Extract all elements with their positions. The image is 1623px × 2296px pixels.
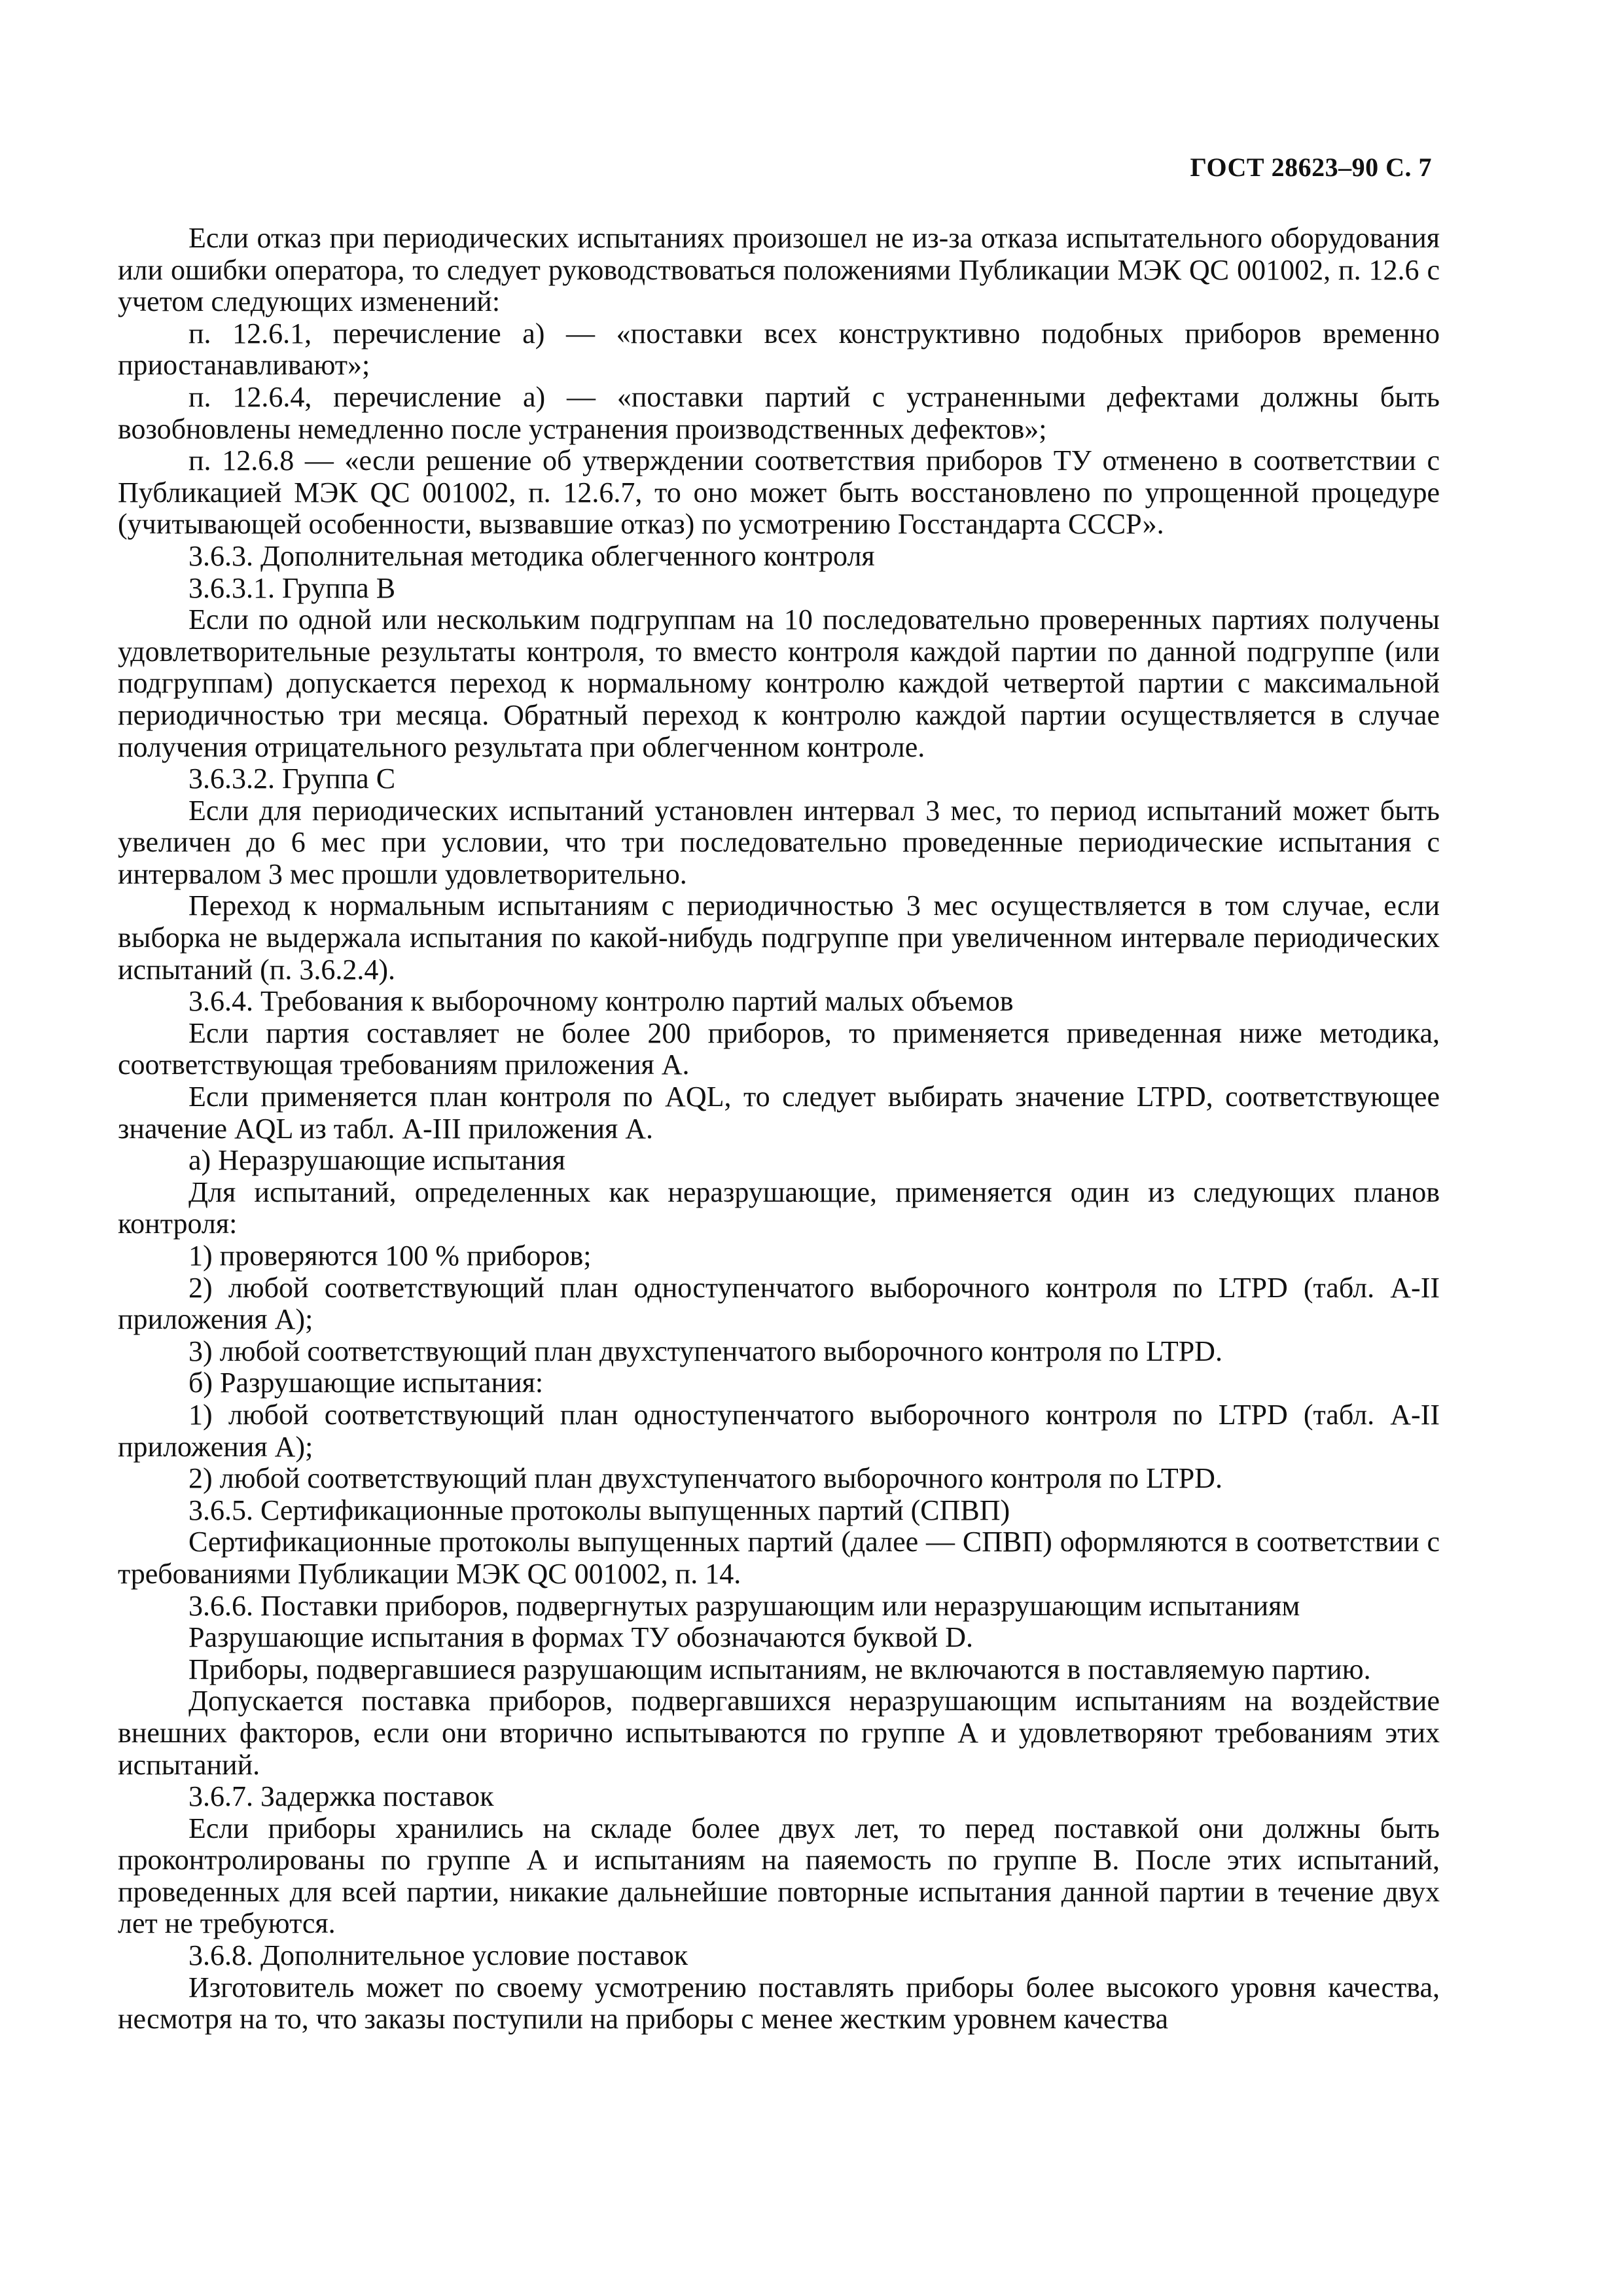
paragraph: Если отказ при периодических испытаниях произошел не из-за отказа испытательного оборудования или ошибки оператора, то следует руководствоваться положениями Публикации МЭК QC 001002, п. 12.6 с учетом следующих изменений: xyxy=(118,222,1440,318)
list-item: 2) любой соответствующий план одноступенчатого выборочного контроля по LTPD (табл. А-II приложения А); xyxy=(118,1271,1440,1336)
list-heading: а) Неразрушающие испытания xyxy=(188,1144,565,1177)
paragraph: Если по одной или нескольким подгруппам на 10 последовательно проверенных партиях получены удовлетворительные результаты контроля, то вместо контроля каждой партии по данной подгруппе (или подгруппам) допускается переход к нормальному контролю каждой четвертой партии с максимальной периодичностью три месяца. Обратный переход к контролю каждой партии осуществляется в случае получения отрицательного результата при облегченном контроле. xyxy=(118,603,1440,763)
section-heading: 3.6.3. Дополнительная методика облегченного контроля xyxy=(188,539,875,572)
section-heading: 3.6.8. Дополнительное условие поставок xyxy=(188,1939,688,1972)
section-heading: 3.6.7. Задержка поставок xyxy=(188,1780,494,1813)
section-heading: 3.6.6. Поставки приборов, подвергнутых разрушающим или неразрушающим испытаниям xyxy=(188,1589,1300,1622)
paragraph: Изготовитель может по своему усмотрению поставлять приборы более высокого уровня качества, несмотря на то, что заказы поступили на приборы с менее жестким уровнем качества xyxy=(118,1971,1440,2036)
list-heading: б) Разрушающие испытания: xyxy=(188,1367,544,1399)
section-heading: 3.6.4. Требования к выборочному контролю партий малых объемов xyxy=(188,985,1014,1018)
paragraph: Если приборы хранились на складе более двух лет, то перед поставкой они должны быть проконтролированы по группе А и испытаниям на паяемость по группе В. После этих испытаний, проведенных для всей партии, никакие дальнейшие повторные испытания данной партии в течение двух лет не требуются. xyxy=(118,1812,1440,1940)
paragraph: Переход к нормальным испытаниям с периодичностью 3 мес осуществляется в том случае, если выборка не выдержала испытания по какой-нибудь подгруппе при увеличенном интервале периодических испытаний (п. 3.6.2.4). xyxy=(118,889,1440,986)
section-heading: 3.6.3.2. Группа С xyxy=(188,762,396,795)
list-item: 1) любой соответствующий план одноступенчатого выборочного контроля по LTPD (табл. А-II приложения А); xyxy=(118,1398,1440,1463)
section-heading: 3.6.3.1. Группа В xyxy=(188,571,396,604)
paragraph: Для испытаний, определенных как неразрушающие, применяется один из следующих планов контроля: xyxy=(118,1175,1440,1240)
document-body xyxy=(118,223,1440,2036)
list-item: 2) любой соответствующий план двухступенчатого выборочного контроля по LTPD. xyxy=(188,1462,1222,1495)
paragraph: Разрушающие испытания в формах ТУ обозначаются буквой D. xyxy=(188,1621,974,1654)
paragraph: Сертификационные протоколы выпущенных партий (далее — СПВП) оформляются в соответствии с требованиями Публикации МЭК QC 001002, п. 14. xyxy=(118,1526,1440,1590)
paragraph: Если применяется план контроля по AQL, то следует выбирать значение LTPD, соответствующее значение AQL из табл. А-III приложения А. xyxy=(118,1081,1440,1145)
list-item: 1) проверяются 100 % приборов; xyxy=(188,1240,592,1272)
paragraph: п. 12.6.4, перечисление а) — «поставки партий с устраненными дефектами должны быть возобновлены немедленно после устранения производственных дефектов»; xyxy=(118,380,1440,445)
page-header: ГОСТ 28623–90 С. 7 xyxy=(1190,152,1432,182)
paragraph: Приборы, подвергавшиеся разрушающим испытаниям, не включаются в поставляемую партию. xyxy=(188,1653,1371,1685)
paragraph: п. 12.6.1, перечисление а) — «поставки всех конструктивно подобных приборов временно приостанавливают»; xyxy=(118,317,1440,382)
paragraph: Допускается поставка приборов, подвергавшихся неразрушающим испытаниям на воздействие внешних факторов, если они вторично испытываются по группе А и удовлетворяют требованиям этих испытаний. xyxy=(118,1685,1440,1781)
paragraph: Если партия составляет не более 200 приборов, то применяется приведенная ниже методика, соответствующая требованиям приложения А. xyxy=(118,1016,1440,1081)
section-heading: 3.6.5. Сертификационные протоколы выпущенных партий (СПВП) xyxy=(188,1494,1010,1526)
paragraph: Если для периодических испытаний установлен интервал 3 мес, то период испытаний может быть увеличен до 6 мес при условии, что три последовательно проведенные периодические испытания с интервалом 3 мес прошли удовлетворительно. xyxy=(118,794,1440,890)
list-item: 3) любой соответствующий план двухступенчатого выборочного контроля по LTPD. xyxy=(188,1335,1222,1367)
paragraph: п. 12.6.8 — «если решение об утверждении соответствия приборов ТУ отменено в соответствии с Публикацией МЭК QC 001002, п. 12.6.7, то оно может быть восстановлено по упрощенной процедуре (учитывающей особенности, вызвавшие отказ) по усмотрению Госстандарта СССР». xyxy=(118,444,1440,541)
